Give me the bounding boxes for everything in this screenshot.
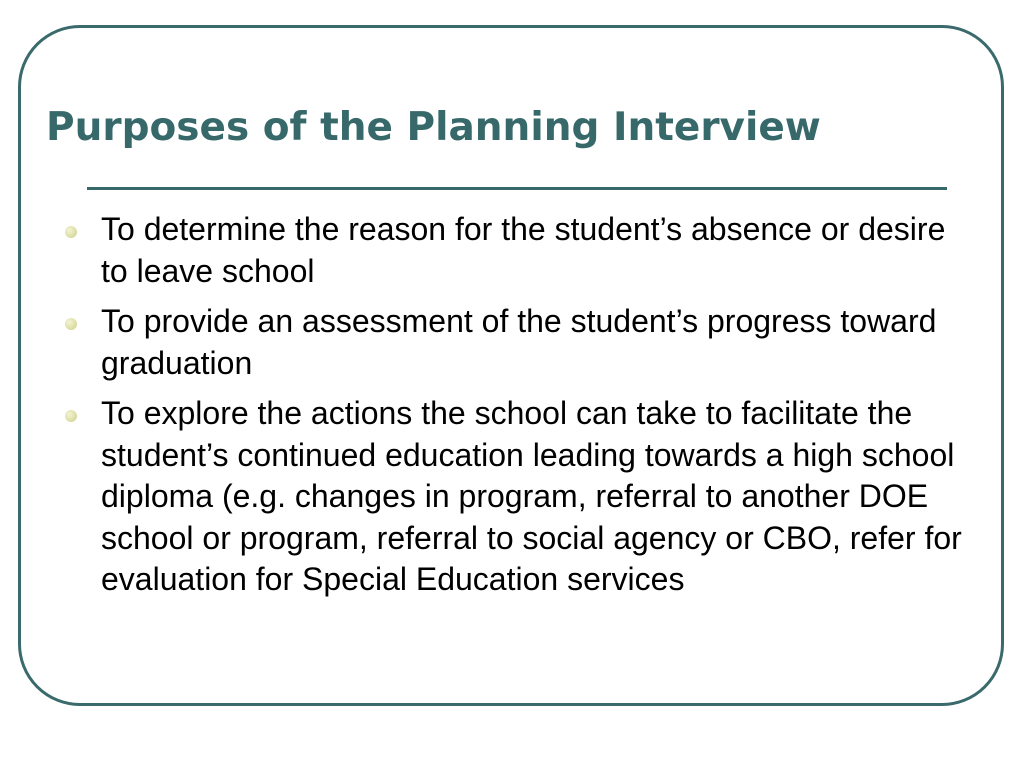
bullet-dot-icon bbox=[65, 410, 77, 422]
bullet-item bbox=[64, 209, 974, 292]
bullet-list bbox=[64, 209, 974, 610]
bullet-dot-icon bbox=[65, 226, 77, 238]
bullet-item bbox=[64, 393, 974, 601]
bullet-text: To determine the reason for the student’s absence or desire to leave school bbox=[101, 211, 946, 289]
bullet-text: To provide an assessment of the student’s progress toward graduation bbox=[101, 303, 937, 381]
title-underline-rule bbox=[87, 187, 947, 190]
bullet-item bbox=[64, 301, 974, 384]
bullet-text: To explore the actions the school can take to facilitate the student’s continued education leading towards a high school diploma (e.g. changes in program, referral to another DOE school or program, referral to social agency or CBO, refer for evaluation for Special Education services bbox=[101, 395, 962, 597]
slide-title: Purposes of the Planning Interview bbox=[46, 105, 821, 150]
bullet-dot-icon bbox=[65, 318, 77, 330]
